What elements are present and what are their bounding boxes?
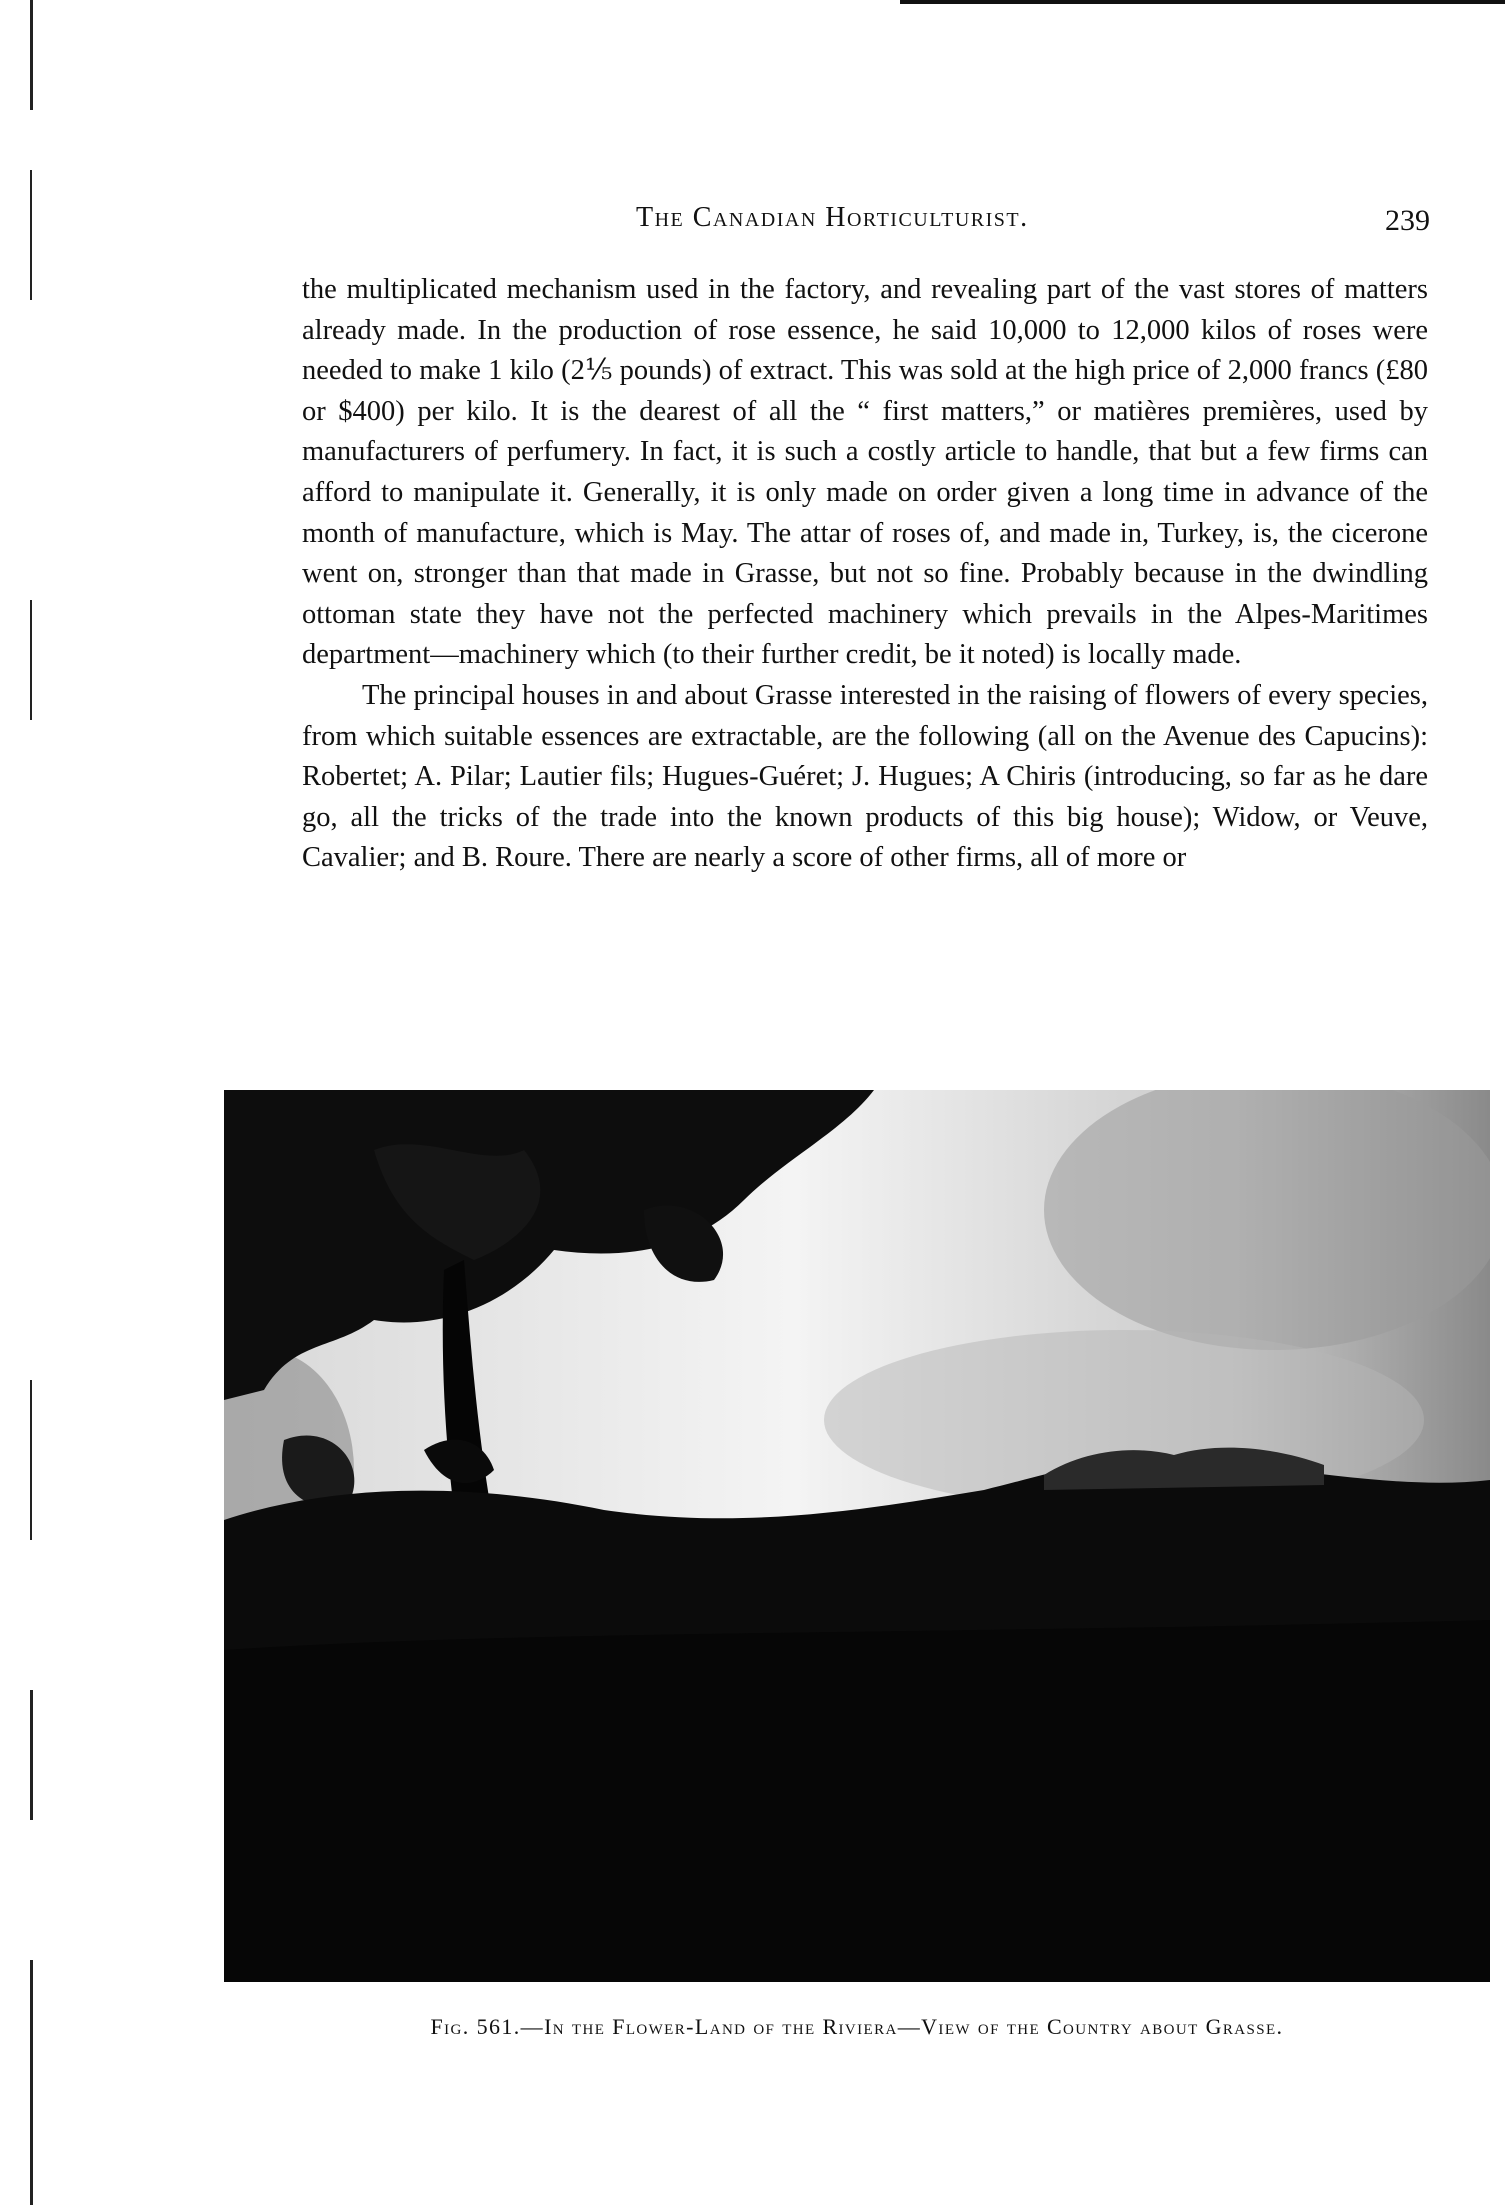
photo-illustration <box>224 1090 1490 1982</box>
scan-edge-mark <box>30 170 32 300</box>
scan-edge-mark <box>30 1960 33 2205</box>
page-number: 239 <box>1385 204 1430 237</box>
page-header <box>300 200 1430 244</box>
paragraph: the multiplicated mechanism used in the factory, and revealing part of the vast stores of matters already made. In the production of rose essence, he said 10,000 to 12,000 kilos of roses were needed to make 1 kilo (2⅕ pounds) of extract. This was sold at the high price of 2,000 francs (£80 or $400) per kilo. It is the dearest of all the “ first matters,” or matières premières, used by manufacturers of perfumery. In fact, it is such a costly article to handle, that but a few firms can afford to manipulate it. Generally, it is only made on order given a long time in advance of the month of manufacture, which is May. The attar of roses of, and made in, Turkey, is, the cicerone went on, stronger than that made in Grasse, but not so fine. Probably because in the dwindling ottoman state they have not the perfected machinery which prevails in the Alpes-Maritimes department—machinery which (to their further credit, be it noted) is locally made. <box>302 274 1428 671</box>
top-border-rule <box>900 0 1505 4</box>
running-head: The Canadian Horticulturist. <box>636 202 1029 233</box>
paragraph: The principal houses in and about Grasse interested in the raising of flowers of every species, from which suitable essences are extractable, are the following (all on the Avenue des Capucins): Robertet; A. Pilar; Lautier fils; Hugues-Guéret; J. Hugues; A Chiris (introducing, so far as he dare go, all the tricks of the trade into the known products of this big house); Widow, or Veuve, Cavalier; and B. Roure. There are nearly a score of other firms, all of more or <box>302 679 1428 874</box>
scan-edge-mark <box>30 1380 32 1540</box>
scan-edge-mark <box>30 600 32 720</box>
figure-caption: Fig. 561.—In the Flower-Land of the Riviera—View of the Country about Grasse. <box>430 2014 1284 2039</box>
scan-edge-mark <box>30 1690 33 1820</box>
body-text <box>302 270 1428 879</box>
landscape-photograph <box>224 1090 1490 1982</box>
scan-edge-mark <box>30 0 33 110</box>
